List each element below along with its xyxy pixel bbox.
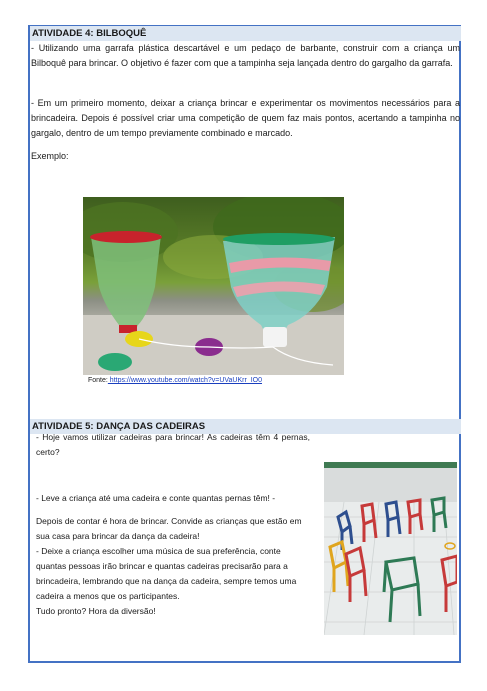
activity4-paragraph-2: - Em um primeiro momento, deixar a criança brincar e experimentar os movimentos necessários para a brincadeira. Depois é possível criar uma competição de quem faz mais pontos, acertando a tampinha no gargalo, dentro de um tempo previamente combinado e marcado. bbox=[31, 98, 460, 138]
photo-source-caption bbox=[88, 376, 262, 386]
activity5-line-3: Depois de contar é hora de brincar. Convide as crianças que estão em sua casa para brincar da dança da cadeira! bbox=[36, 516, 302, 541]
activity5-line-4: - Deixe a criança escolher uma música de sua preferência, conte quantas pessoas irão brincar e quantas cadeiras precisarão para a brincadeira, lembrando que na dança da cadeira, sempre temos uma cadeira a menos que os participantes. bbox=[36, 546, 297, 601]
activity5-heading: ATIVIDADE 5: DANÇA DAS CADEIRAS bbox=[30, 419, 461, 434]
activity4-paragraph-1: - Utilizando uma garrafa plástica descartável e um pedaço de barbante, construir com a criança um Bilboquê para brincar. O objetivo é fazer com que a tampinha seja lançada dentro do gargalho da garrafa. bbox=[31, 43, 460, 68]
activity5-line-5: Tudo pronto? Hora da diversão! bbox=[36, 606, 156, 616]
bilboque-photo bbox=[83, 197, 344, 375]
activity5-line-2: - Leve a criança até uma cadeira e conte quantas pernas têm! - bbox=[36, 493, 276, 503]
chairs-photo bbox=[324, 462, 457, 635]
source-link[interactable]: https://www.youtube.com/watch?v=UVaUKrr_IO0 bbox=[107, 377, 262, 384]
bilboque-illustration bbox=[83, 197, 344, 375]
chairs-illustration bbox=[324, 462, 457, 635]
activity4-heading: ATIVIDADE 4: BILBOQUÊ bbox=[30, 26, 461, 41]
source-label: Fonte: bbox=[88, 377, 108, 384]
activity5-line-1: - Hoje vamos utilizar cadeiras para brincar! As cadeiras têm 4 pernas, certo? bbox=[36, 432, 310, 457]
example-label: Exemplo: bbox=[31, 151, 69, 161]
